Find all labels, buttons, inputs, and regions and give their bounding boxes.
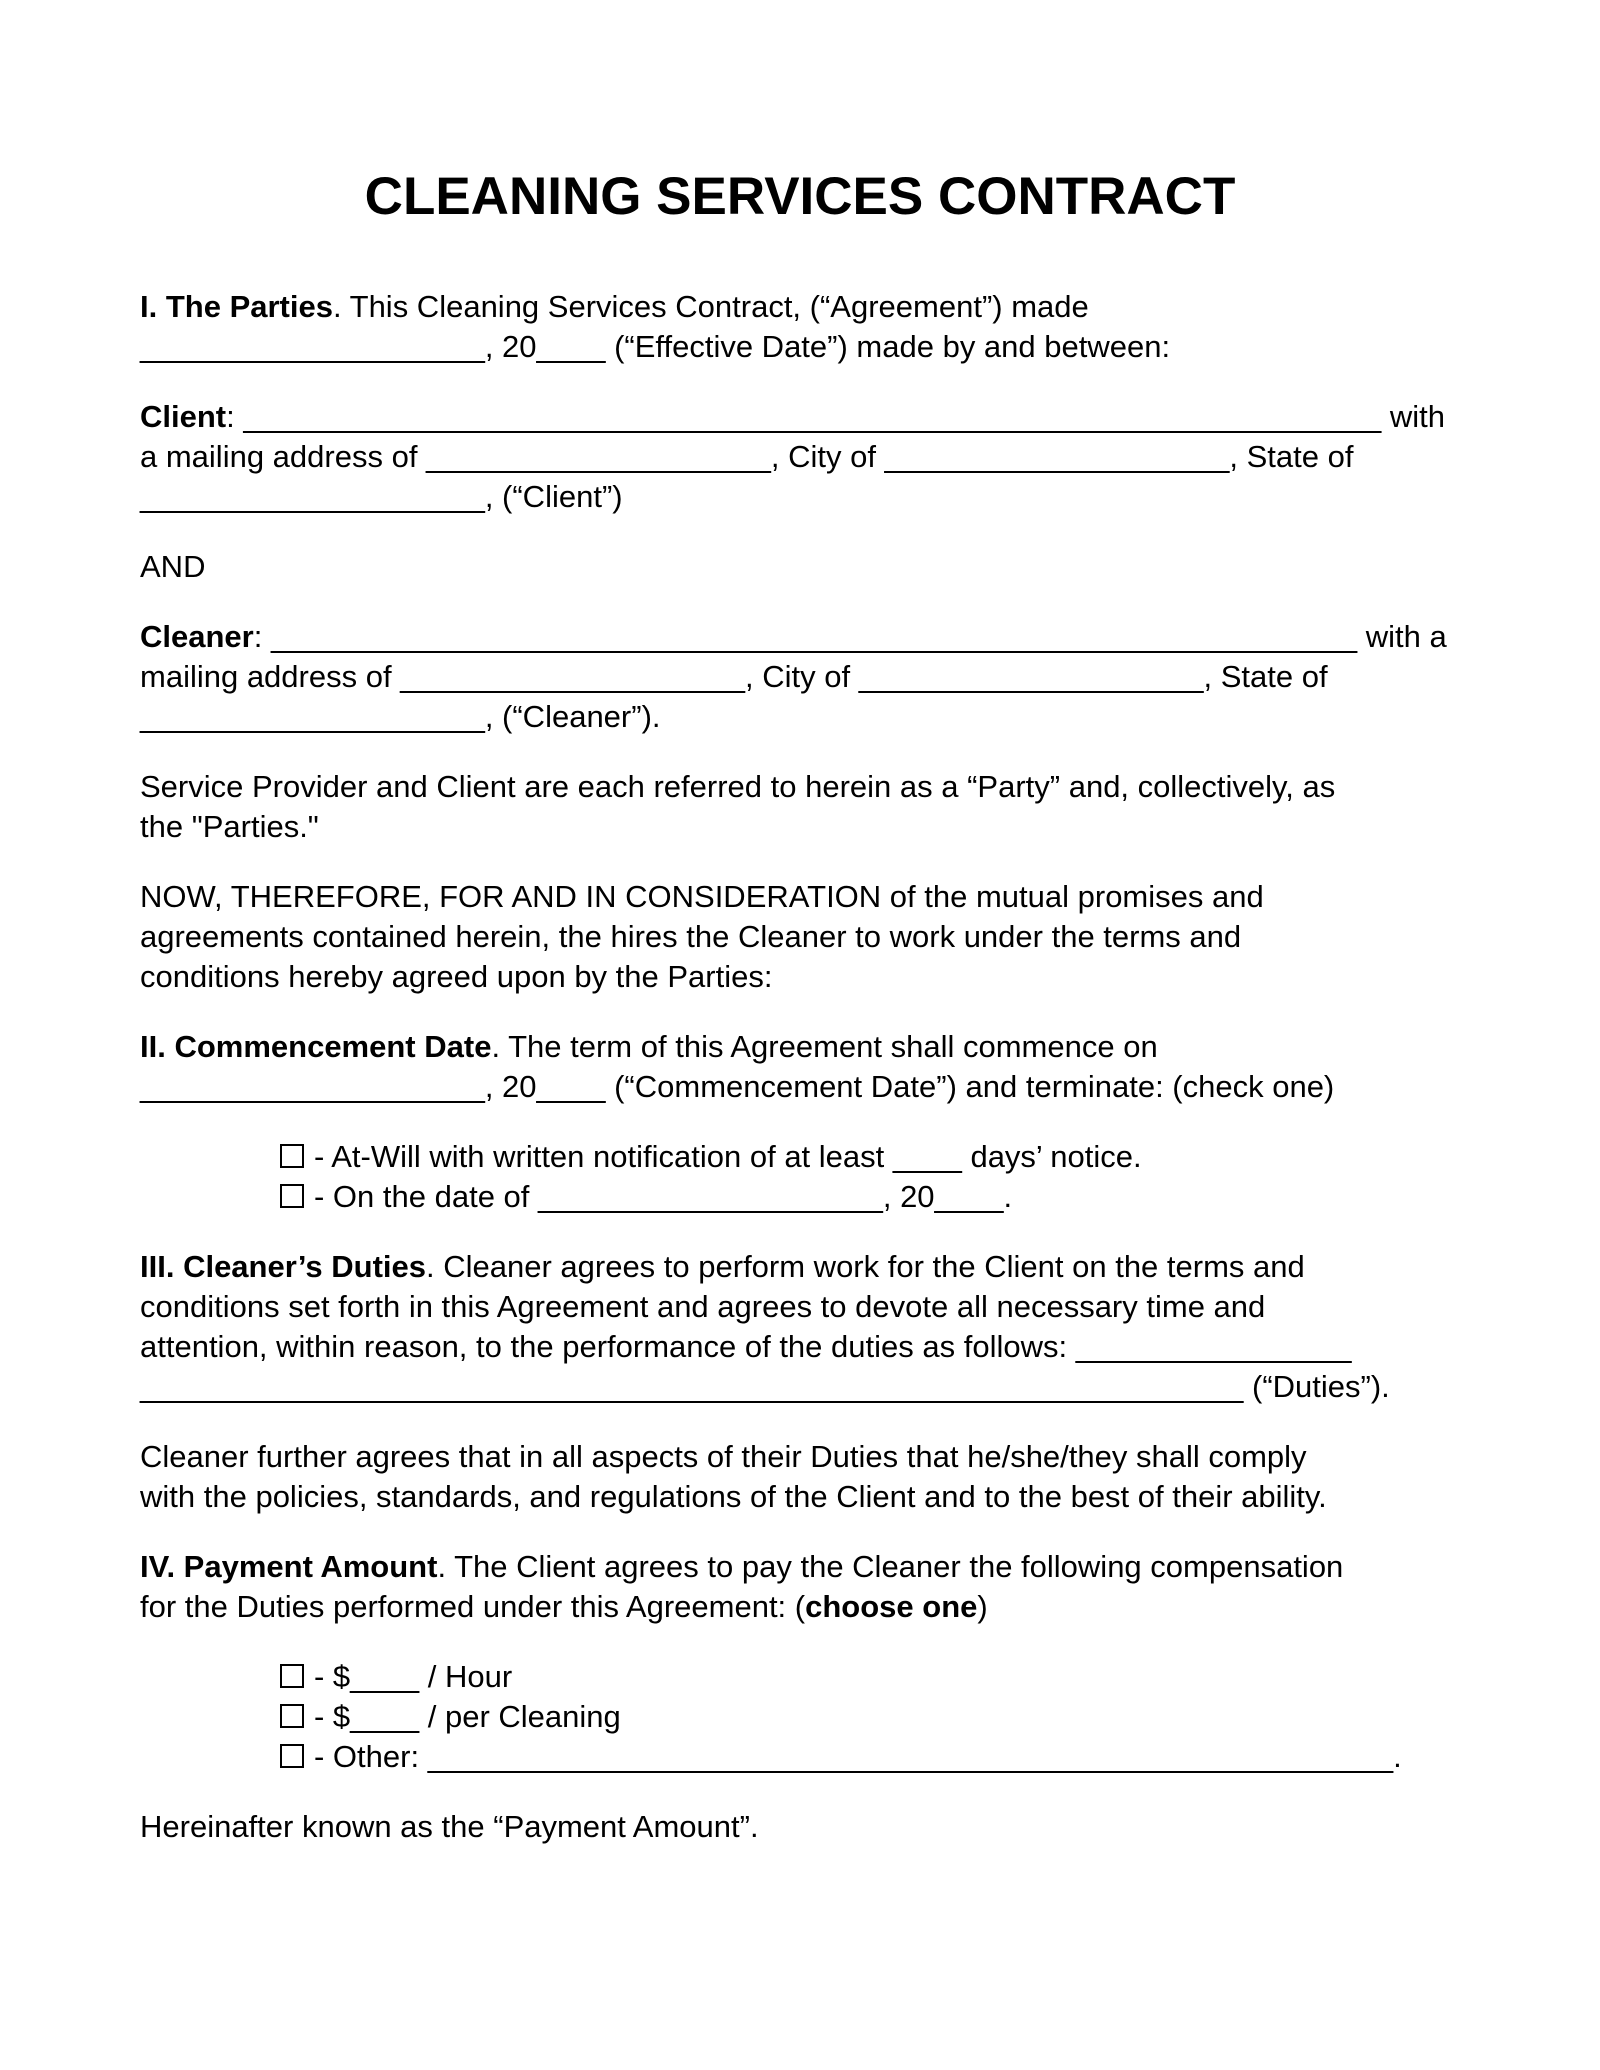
text-line: a mailing address of ____________________, City of ____________________, State of	[140, 439, 1354, 474]
paragraph-payment-note	[140, 1807, 1460, 1847]
text-line: ____________________, (“Cleaner”).	[140, 699, 661, 734]
text-line: conditions set forth in this Agreement and agrees to devote all necessary time and	[140, 1289, 1266, 1324]
checkbox-option-at-will: - At-Will with written notification of at least ____ days’ notice.	[140, 1137, 1460, 1177]
paragraph-consideration	[140, 877, 1460, 997]
label-client: Client	[140, 399, 227, 434]
section-heading-commencement-date: II. Commencement Date	[140, 1029, 492, 1064]
paragraph-duties-note	[140, 1437, 1460, 1517]
paragraph-commencement	[140, 1027, 1460, 1107]
label-cleaner: Cleaner	[140, 619, 254, 654]
label-choose-one: choose one	[805, 1589, 978, 1624]
checkbox-icon[interactable]	[280, 1704, 304, 1728]
text-line: the "Parties."	[140, 809, 319, 844]
section-heading-the-parties: I. The Parties	[140, 289, 333, 324]
text-line: attention, within reason, to the performance of the duties as follows: ________________	[140, 1329, 1352, 1364]
text-line: I. The Parties. This Cleaning Services Contract, (“Agreement”) made	[140, 289, 1089, 324]
text-line: Service Provider and Client are each referred to herein as a “Party” and, collectively, as	[140, 769, 1336, 804]
paragraph-payment-amount	[140, 1547, 1460, 1627]
checkbox-option-other: - Other: ________________________________________________________.	[140, 1737, 1460, 1777]
paragraph-cleaner	[140, 617, 1460, 737]
text-line: for the Duties performed under this Agreement: (choose one)	[140, 1589, 988, 1624]
paragraph-client	[140, 397, 1460, 517]
checkbox-option-on-date: - On the date of ____________________, 20____.	[140, 1177, 1460, 1217]
checkbox-icon[interactable]	[280, 1664, 304, 1688]
text-line: conditions hereby agreed upon by the Parties:	[140, 959, 773, 994]
text-line: NOW, THEREFORE, FOR AND IN CONSIDERATION of the mutual promises and	[140, 879, 1264, 914]
text-line: II. Commencement Date. The term of this Agreement shall commence on	[140, 1029, 1158, 1064]
checkbox-option-hourly: - $____ / Hour	[140, 1657, 1460, 1697]
commencement-options	[140, 1137, 1460, 1217]
text-line: III. Cleaner’s Duties. Cleaner agrees to perform work for the Client on the terms and	[140, 1249, 1305, 1284]
text-line: IV. Payment Amount. The Client agrees to pay the Cleaner the following compensation	[140, 1549, 1344, 1584]
text-line: with the policies, standards, and regulations of the Client and to the best of their ability.	[140, 1479, 1327, 1514]
paragraph-and	[140, 547, 1460, 587]
document-title: CLEANING SERVICES CONTRACT	[364, 167, 1236, 226]
text-line: ____________________, 20____ (“Effective Date”) made by and between:	[140, 329, 1171, 364]
checkbox-icon[interactable]	[280, 1144, 304, 1168]
paragraph-the-parties	[140, 287, 1460, 367]
text-line: ____________________, (“Client”)	[140, 479, 623, 514]
text-line: ________________________________________________________________ (“Duties”).	[140, 1369, 1390, 1404]
text-line: Client: __________________________________________________________________ with	[140, 399, 1445, 434]
paragraph-cleaners-duties	[140, 1247, 1460, 1407]
checkbox-icon[interactable]	[280, 1184, 304, 1208]
text-line: agreements contained herein, the hires the Cleaner to work under the terms and	[140, 919, 1242, 954]
paragraph-parties-note	[140, 767, 1460, 847]
section-heading-payment-amount: IV. Payment Amount	[140, 1549, 438, 1584]
text-line: mailing address of ____________________, City of ____________________, State of	[140, 659, 1328, 694]
text-line: ____________________, 20____ (“Commencement Date”) and terminate: (check one)	[140, 1069, 1335, 1104]
section-heading-cleaners-duties: III. Cleaner’s Duties	[140, 1249, 426, 1284]
checkbox-option-per-cleaning: - $____ / per Cleaning	[140, 1697, 1460, 1737]
text-line: Cleaner: _______________________________________________________________ with a	[140, 619, 1447, 654]
text-line: Cleaner further agrees that in all aspects of their Duties that he/she/they shall comply	[140, 1439, 1307, 1474]
payment-options	[140, 1657, 1460, 1777]
text-line: AND	[140, 549, 206, 584]
checkbox-icon[interactable]	[280, 1744, 304, 1768]
text-line: Hereinafter known as the “Payment Amount”.	[140, 1809, 759, 1844]
